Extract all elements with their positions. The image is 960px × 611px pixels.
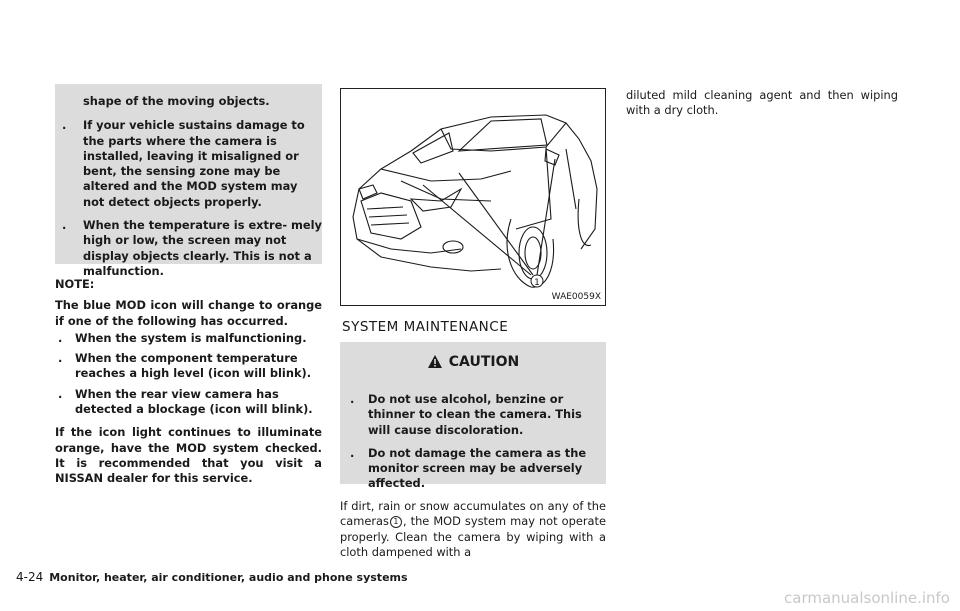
vehicle-illustration [341,89,605,305]
note-item: . When the component temperature reaches a high level (icon will blink). [55,351,322,382]
note-list [55,331,322,417]
page-number: 4-24 [16,570,44,584]
caution-title: CAUTION [448,354,520,370]
note-end: If the icon light continues to illuminate orange, have the MOD system checked. It is recommended that you visit a NISSAN dealer for this service. [55,425,322,486]
maintenance-text-2: , the MOD system may not operate properly. Clean the camera by wiping with a cloth dampened with a [340,514,606,559]
warning-continuation-box [55,84,322,278]
caution-item: . Do not damage the camera as the monitor screen may be adversely affected. [340,446,606,492]
bullet-temperature: . When the temperature is extre- mely high or low, the screen may not display objects clearly. This is not a malfunction. [55,218,322,279]
maintenance-paragraph [340,499,606,560]
section-title: SYSTEM MAINTENANCE [342,319,509,335]
callout-circle: 1 [390,516,402,528]
cleaning-continuation: diluted mild cleaning agent and then wiping with a dry cloth. [626,88,898,118]
note-item: . When the rear view camera has detected a blockage (icon will blink). [55,387,322,418]
note-intro: The blue MOD icon will change to orange if one of the following has occurred. [55,298,322,328]
note-section [55,277,322,493]
note-item: . When the system is malfunctioning. [55,331,322,346]
caution-item: . Do not use alcohol, benzine or thinner to clean the camera. This will cause discoloration. [340,392,606,438]
camera-location-figure [340,88,606,306]
chapter-title: Monitor, heater, air conditioner, audio and phone systems [49,571,408,584]
watermark: carmanualsonline.info [784,589,950,607]
bullet-continuation: shape of the moving objects. [83,94,270,108]
page-footer [16,570,408,584]
caution-box [340,342,606,491]
bullet-damage: . If your vehicle sustains damage to the parts where the camera is installed, leaving it misaligned or bent, the sensing zone may be altered and the MOD system may not detect objects properly. [55,118,322,210]
warning-triangle-icon [427,354,443,373]
note-title: NOTE: [55,277,95,291]
maintenance-text-1: If dirt, rain or snow accumulates on any of the cameras [340,499,606,529]
figure-callout-label: 1 [534,278,540,288]
figure-code: WAE0059X [551,292,601,302]
caution-heading [340,354,606,373]
